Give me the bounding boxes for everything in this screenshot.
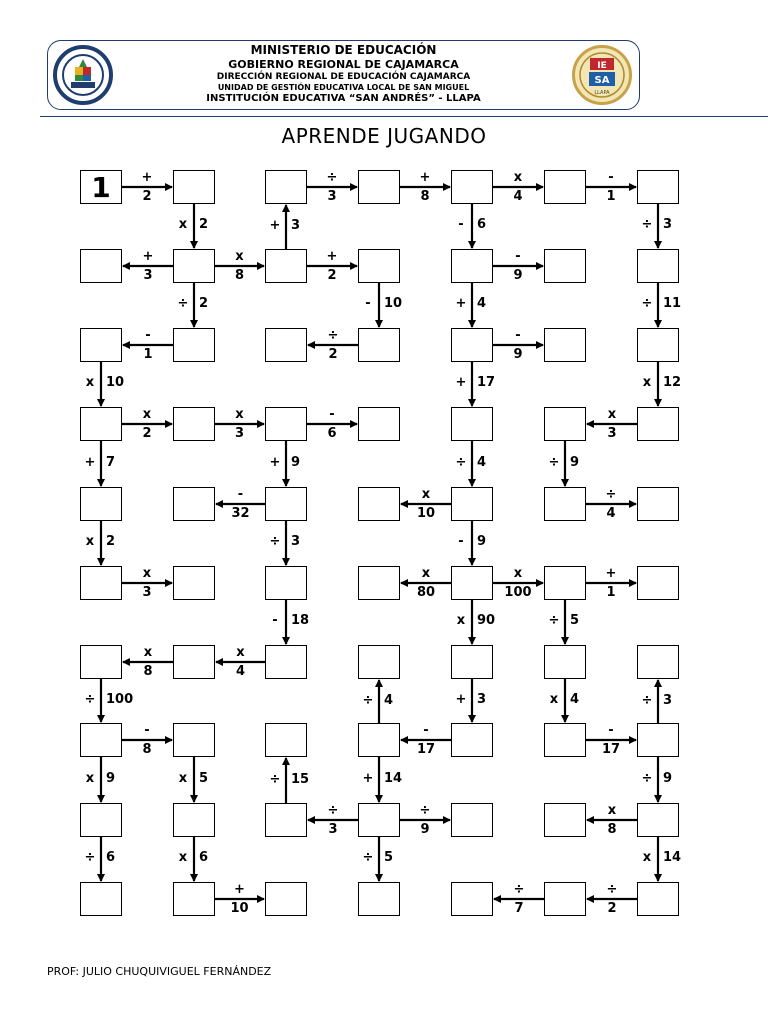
answer-box[interactable] — [173, 882, 215, 916]
operation-symbol: ÷ — [641, 296, 653, 311]
operation-number: 1 — [606, 585, 616, 600]
operation-symbol: - — [608, 723, 614, 738]
operation-number: 5 — [384, 850, 394, 865]
operation-number: 90 — [477, 613, 496, 628]
operation-symbol: + — [326, 249, 338, 264]
answer-box[interactable] — [451, 645, 493, 679]
operation-symbol: + — [362, 770, 374, 786]
answer-box[interactable] — [451, 407, 493, 441]
answer-box[interactable] — [358, 487, 400, 521]
operation-symbol: ÷ — [327, 803, 339, 818]
header-ministry: MINISTERIO DE EDUCACIÓN — [250, 43, 437, 57]
answer-box[interactable] — [265, 882, 307, 916]
crest-llapa-text: LLAPA — [594, 90, 610, 96]
operation-number: 8 — [234, 268, 245, 283]
operation-symbol: x — [642, 375, 652, 390]
operation-number: 3 — [327, 189, 337, 204]
operation-number: 2 — [199, 217, 209, 232]
answer-box[interactable] — [544, 328, 586, 362]
answer-box[interactable] — [637, 723, 679, 757]
operation-number: 9 — [570, 454, 580, 470]
operation-symbol: x — [178, 850, 188, 865]
answer-box[interactable] — [451, 249, 493, 283]
operation-symbol: + — [234, 882, 245, 897]
answer-box[interactable] — [358, 882, 400, 916]
operation-symbol: - — [145, 328, 151, 343]
operation-number: 9 — [513, 268, 523, 283]
operation-number: 2 — [607, 901, 617, 916]
answer-box[interactable] — [265, 249, 307, 283]
operation-number: 6 — [199, 850, 209, 865]
operation-symbol: ÷ — [362, 692, 374, 708]
operation-symbol: ÷ — [605, 487, 617, 502]
operation-symbol: + — [269, 218, 281, 233]
answer-box[interactable] — [451, 882, 493, 916]
operation-number: 14 — [663, 850, 682, 865]
operation-symbol: ÷ — [641, 217, 653, 232]
operation-symbol: ÷ — [84, 850, 96, 865]
answer-box[interactable] — [80, 566, 122, 600]
operation-number: 7 — [106, 454, 116, 470]
operation-symbol: + — [419, 170, 431, 185]
operation-symbol: ÷ — [606, 882, 618, 897]
answer-box[interactable] — [173, 249, 215, 283]
operation-symbol: x — [143, 645, 153, 660]
operation-symbol: ÷ — [419, 803, 431, 818]
operation-symbol: + — [142, 249, 154, 264]
operation-symbol: x — [235, 249, 244, 264]
answer-box[interactable] — [544, 249, 586, 283]
answer-box[interactable] — [265, 645, 307, 679]
operation-number: 3 — [663, 692, 673, 708]
operation-symbol: x — [235, 407, 244, 422]
answer-box[interactable] — [265, 487, 307, 521]
operation-symbol: + — [455, 296, 467, 311]
operation-number: 8 — [142, 742, 152, 757]
operation-symbol: - — [458, 217, 464, 232]
operation-symbol: - — [272, 613, 278, 628]
operation-symbol: + — [455, 691, 467, 707]
operation-symbol: ÷ — [641, 692, 653, 708]
answer-box[interactable] — [358, 328, 400, 362]
operation-number: 8 — [420, 189, 430, 204]
operation-number: 1 — [143, 347, 153, 362]
header-ugel: UNIDAD DE GESTIÓN EDUCATIVA LOCAL DE SAN MIGUEL — [217, 83, 470, 92]
operation-symbol: - — [329, 407, 335, 422]
operation-number: 5 — [199, 770, 209, 786]
answer-box[interactable] — [173, 170, 215, 204]
answer-box[interactable] — [637, 566, 679, 600]
operation-number: 4 — [477, 454, 487, 470]
answer-box[interactable] — [637, 882, 679, 916]
answer-box[interactable] — [80, 803, 122, 837]
operation-number: 3 — [234, 426, 245, 441]
operation-number: 32 — [231, 506, 250, 521]
operation-symbol: + — [605, 566, 617, 581]
operation-number: 9 — [477, 534, 487, 549]
answer-box[interactable] — [637, 803, 679, 837]
operation-number: 9 — [513, 347, 523, 362]
answer-box[interactable] — [451, 328, 493, 362]
operation-number: 10 — [106, 375, 125, 390]
operation-symbol: - — [237, 487, 244, 502]
operation-number: 4 — [606, 506, 616, 521]
operation-number: 3 — [663, 217, 673, 232]
operation-symbol: ÷ — [455, 454, 467, 470]
operation-number: 9 — [291, 454, 301, 470]
answer-box[interactable] — [544, 170, 586, 204]
answer-box[interactable] — [265, 328, 307, 362]
operation-number: 6 — [327, 426, 337, 441]
operation-number: 4 — [235, 664, 246, 679]
operation-number: 3 — [477, 691, 487, 707]
header-institution: INSTITUCIÓN EDUCATIVA “SAN ANDRÉS” - LLAPA — [206, 93, 481, 104]
answer-box[interactable] — [80, 645, 122, 679]
answer-box[interactable] — [637, 645, 679, 679]
answer-box[interactable] — [544, 645, 586, 679]
operation-symbol: - — [144, 723, 150, 738]
operation-number: 9 — [106, 770, 116, 786]
answer-box[interactable] — [358, 723, 400, 757]
operation-symbol: - — [515, 328, 521, 343]
operation-number: 1 — [606, 189, 616, 204]
answer-box[interactable] — [451, 723, 493, 757]
answer-box[interactable] — [265, 723, 307, 757]
operation-symbol: - — [423, 723, 429, 738]
operation-symbol: x — [236, 645, 245, 660]
answer-box[interactable] — [358, 803, 400, 837]
operation-symbol: ÷ — [513, 882, 525, 897]
operation-number: 15 — [291, 771, 310, 787]
operation-symbol: ÷ — [548, 613, 560, 628]
page-title: APRENDE JUGANDO — [281, 124, 487, 148]
answer-box[interactable] — [80, 723, 122, 757]
answer-box[interactable] — [80, 487, 122, 521]
operation-number: 12 — [663, 375, 682, 390]
answer-box[interactable] — [544, 487, 586, 521]
author-credit: PROF: JULIO CHUQUIVIGUEL FERNÁNDEZ — [47, 965, 272, 978]
operation-number: 9 — [420, 822, 430, 837]
header-regional-government: GOBIERNO REGIONAL DE CAJAMARCA — [228, 58, 459, 71]
answer-box[interactable] — [637, 328, 679, 362]
answer-box[interactable] — [358, 566, 400, 600]
operation-symbol: ÷ — [548, 454, 560, 470]
operation-symbol: x — [85, 375, 95, 390]
operation-symbol: x — [549, 691, 559, 707]
operation-symbol: ÷ — [641, 770, 653, 786]
operation-symbol: ÷ — [177, 296, 189, 311]
operation-symbol: ÷ — [327, 328, 339, 343]
operation-number: 10 — [230, 901, 249, 916]
operation-symbol: + — [269, 454, 281, 470]
operation-number: 7 — [514, 901, 524, 916]
operation-symbol: + — [455, 375, 467, 390]
operation-symbol: x — [178, 770, 188, 786]
operation-number: 80 — [416, 585, 436, 600]
operation-number: 5 — [570, 613, 580, 628]
operation-symbol: - — [365, 296, 371, 311]
answer-box[interactable] — [358, 249, 400, 283]
header-regional-directorate: DIRECCIÓN REGIONAL DE EDUCACIÓN CAJAMARCA — [216, 72, 471, 82]
answer-box[interactable] — [173, 407, 215, 441]
operation-number: 8 — [607, 822, 617, 837]
operation-number: 17 — [477, 375, 496, 390]
operation-symbol: ÷ — [326, 170, 338, 185]
start-number: 1 — [91, 170, 111, 204]
operation-symbol: x — [513, 170, 523, 185]
answer-box[interactable] — [637, 170, 679, 204]
operation-number: 6 — [106, 850, 116, 865]
answer-box[interactable] — [173, 723, 215, 757]
crest-sa-text: SA — [594, 75, 610, 86]
operation-symbol: x — [421, 566, 431, 581]
operation-number: 17 — [416, 742, 436, 757]
answer-box[interactable] — [173, 645, 215, 679]
operation-number: 2 — [328, 347, 338, 362]
operation-number: 3 — [607, 426, 617, 441]
operation-symbol: - — [515, 249, 521, 264]
operation-symbol: ÷ — [362, 850, 374, 865]
answer-box[interactable] — [173, 328, 215, 362]
answer-box[interactable] — [451, 566, 493, 600]
operation-symbol: x — [178, 217, 188, 232]
operation-symbol: x — [513, 566, 523, 581]
answer-box[interactable] — [637, 249, 679, 283]
answer-box[interactable] — [173, 803, 215, 837]
operation-symbol: ÷ — [84, 691, 96, 707]
operation-number: 14 — [384, 770, 403, 786]
answer-box[interactable] — [80, 249, 122, 283]
answer-box[interactable] — [173, 566, 215, 600]
operation-symbol: - — [458, 534, 464, 549]
operation-number: 18 — [291, 613, 310, 628]
operation-number: 2 — [106, 534, 116, 549]
operation-number: 3 — [142, 585, 152, 600]
answer-box[interactable] — [451, 803, 493, 837]
operation-symbol: - — [608, 170, 614, 185]
operation-number: 2 — [327, 268, 337, 283]
answer-box[interactable] — [265, 566, 307, 600]
answer-box[interactable] — [544, 723, 586, 757]
answer-box[interactable] — [544, 882, 586, 916]
operation-number: 4 — [570, 691, 580, 707]
answer-box[interactable] — [358, 170, 400, 204]
answer-box[interactable] — [637, 487, 679, 521]
operation-symbol: x — [607, 407, 617, 422]
operation-symbol: x — [456, 613, 466, 628]
start-box — [80, 170, 122, 204]
operation-number: 4 — [513, 189, 523, 204]
operation-symbol: x — [142, 566, 152, 581]
answer-box[interactable] — [265, 407, 307, 441]
operation-number: 100 — [106, 691, 134, 707]
operation-number: 3 — [291, 218, 301, 233]
operation-number: 17 — [601, 742, 621, 757]
answer-box[interactable] — [544, 407, 586, 441]
operation-symbol: ÷ — [269, 771, 281, 787]
operation-number: 3 — [143, 268, 153, 283]
operation-number: 11 — [663, 296, 682, 311]
answer-box[interactable] — [265, 803, 307, 837]
operation-symbol: x — [85, 534, 95, 549]
operation-number: 9 — [663, 770, 673, 786]
answer-box[interactable] — [80, 328, 122, 362]
operation-number: 6 — [477, 217, 487, 232]
operation-symbol: + — [141, 170, 153, 185]
operation-symbol: x — [142, 407, 152, 422]
operation-symbol: x — [85, 770, 95, 786]
operation-number: 4 — [384, 692, 394, 708]
operation-number: 4 — [477, 296, 487, 311]
operation-number: 2 — [142, 189, 152, 204]
answer-box[interactable] — [637, 407, 679, 441]
operation-number: 2 — [142, 426, 152, 441]
operation-symbol: + — [84, 454, 96, 470]
operation-symbol: x — [421, 487, 431, 502]
operation-number: 2 — [199, 296, 209, 311]
answer-box[interactable] — [358, 645, 400, 679]
operation-number: 10 — [416, 506, 436, 521]
crest-ie-text: IE — [597, 61, 607, 71]
answer-box[interactable] — [358, 407, 400, 441]
operation-number: 8 — [143, 664, 153, 679]
operation-number: 100 — [504, 585, 532, 600]
operation-symbol: ÷ — [269, 534, 281, 549]
operation-number: 3 — [291, 534, 301, 549]
answer-box[interactable] — [544, 803, 586, 837]
answer-box[interactable] — [451, 487, 493, 521]
operation-number: 3 — [328, 822, 338, 837]
answer-box[interactable] — [80, 882, 122, 916]
answer-box[interactable] — [265, 170, 307, 204]
operation-symbol: x — [642, 850, 652, 865]
operation-number: 10 — [384, 296, 403, 311]
answer-box[interactable] — [80, 407, 122, 441]
operation-symbol: x — [607, 803, 617, 818]
answer-box[interactable] — [544, 566, 586, 600]
answer-box[interactable] — [173, 487, 215, 521]
answer-box[interactable] — [451, 170, 493, 204]
